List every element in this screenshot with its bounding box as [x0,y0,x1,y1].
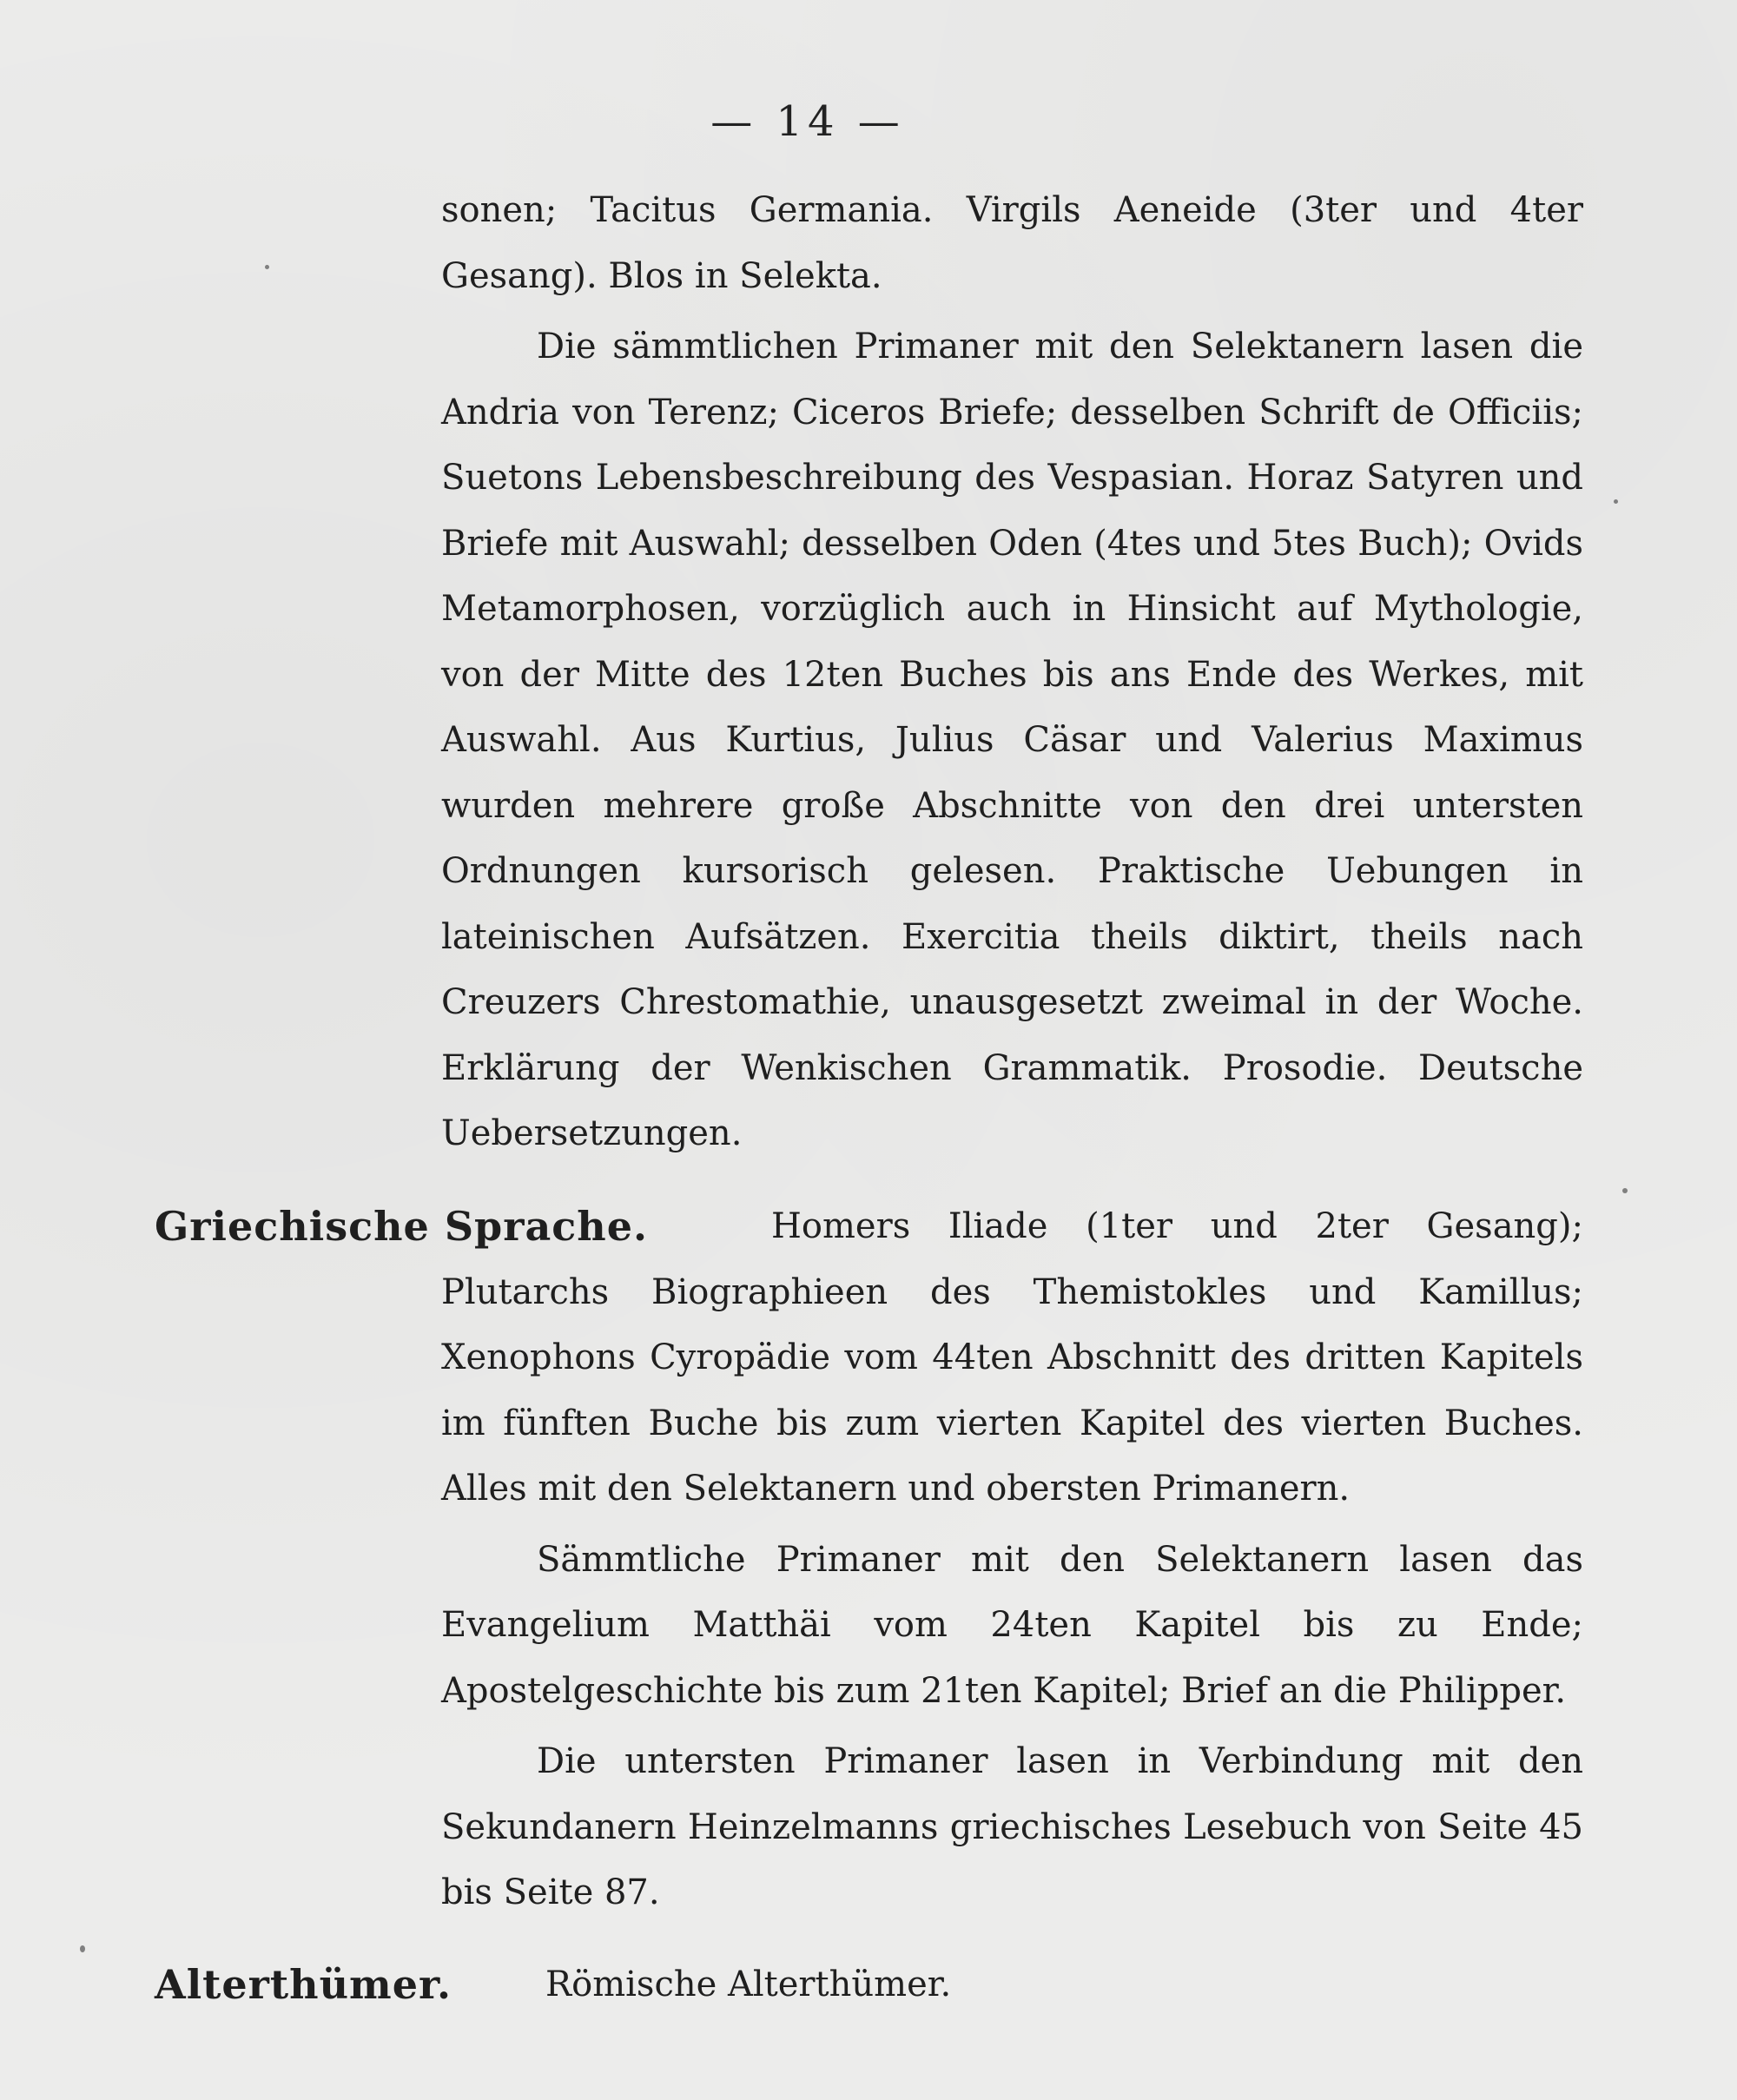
scan-speck [265,265,269,269]
greek-paragraph-3: Die untersten Primaner lasen in Verbindung mit den Sekundanern Heinzelmanns griechisches Lesebuch von Seite 45 bis Seite 87. [441,1741,1583,1912]
page-number: — 14 — [710,97,905,146]
greek-section [155,1194,1583,2002]
greek-paragraph-2: Sämmtliche Primaner mit den Selektanern lasen das Evangelium Matthäi vom 24ten Kapitel bis zu Ende; Apostelgeschichte bis zum 21ten Kapitel; Brief an die Philipper. [441,1539,1583,1711]
latin-continuation-paragraph: sonen; Tacitus Germania. Virgils Aeneide (3ter und 4ter Gesang). Blos in Selekta. [441,190,1583,296]
scan-speck [1614,499,1618,504]
latin-reading-paragraph: Die sämmtlichen Primaner mit den Selektanern lasen die Andria von Terenz; Ciceros Briefe; desselben Schrift de Officiis; Suetons Lebensbeschreibung des Vespasian. Horaz Satyren und Briefe mit Auswahl; desselben Oden (4tes und 5tes Buch); Ovids Metamorphosen, vorzüglich auch in Hinsicht auf Mythologie, von der Mitte des 12ten Buches bis ans Ende des Werkes, mit Auswahl. Aus Kurtius, Julius Cäsar und Valerius Maximus wurden mehrere große Abschnitte von den drei untersten Ordnungen kursorisch gelesen. Praktische Uebungen in lateinischen Aufsätzen. Exercitia theils diktirt, theils nach Creuzers Chrestomathie, unausgesetzt zweimal in der Woche. Erklärung der Wenkischen Grammatik. Prosodie. Deutsche Uebersetzungen. [441,327,1583,1153]
scan-speck [1622,1188,1628,1193]
antiquities-section-heading: Alterthümer. [155,1961,452,2008]
antiquities-section [155,1952,1583,2031]
latin-section-body [441,178,1583,1167]
antiquities-section-body: Römische Alterthümer. [545,1965,952,2004]
greek-paragraph-1: Homers Iliade (1ter und 2ter Gesang); Plutarchs Biographieen des Themistokles und Kamillus; Xenophons Cyropädie vom 44ten Abschnitt des dritten Kapitels im fünften Buche bis zum vierten Kapitel des vierten Buches. Alles mit den Selektanern und obersten Primanern. [441,1206,1583,1509]
scan-speck [80,1945,85,1952]
greek-section-heading: Griechische Sprache. [155,1203,648,1250]
greek-section-body [441,1194,1583,1926]
